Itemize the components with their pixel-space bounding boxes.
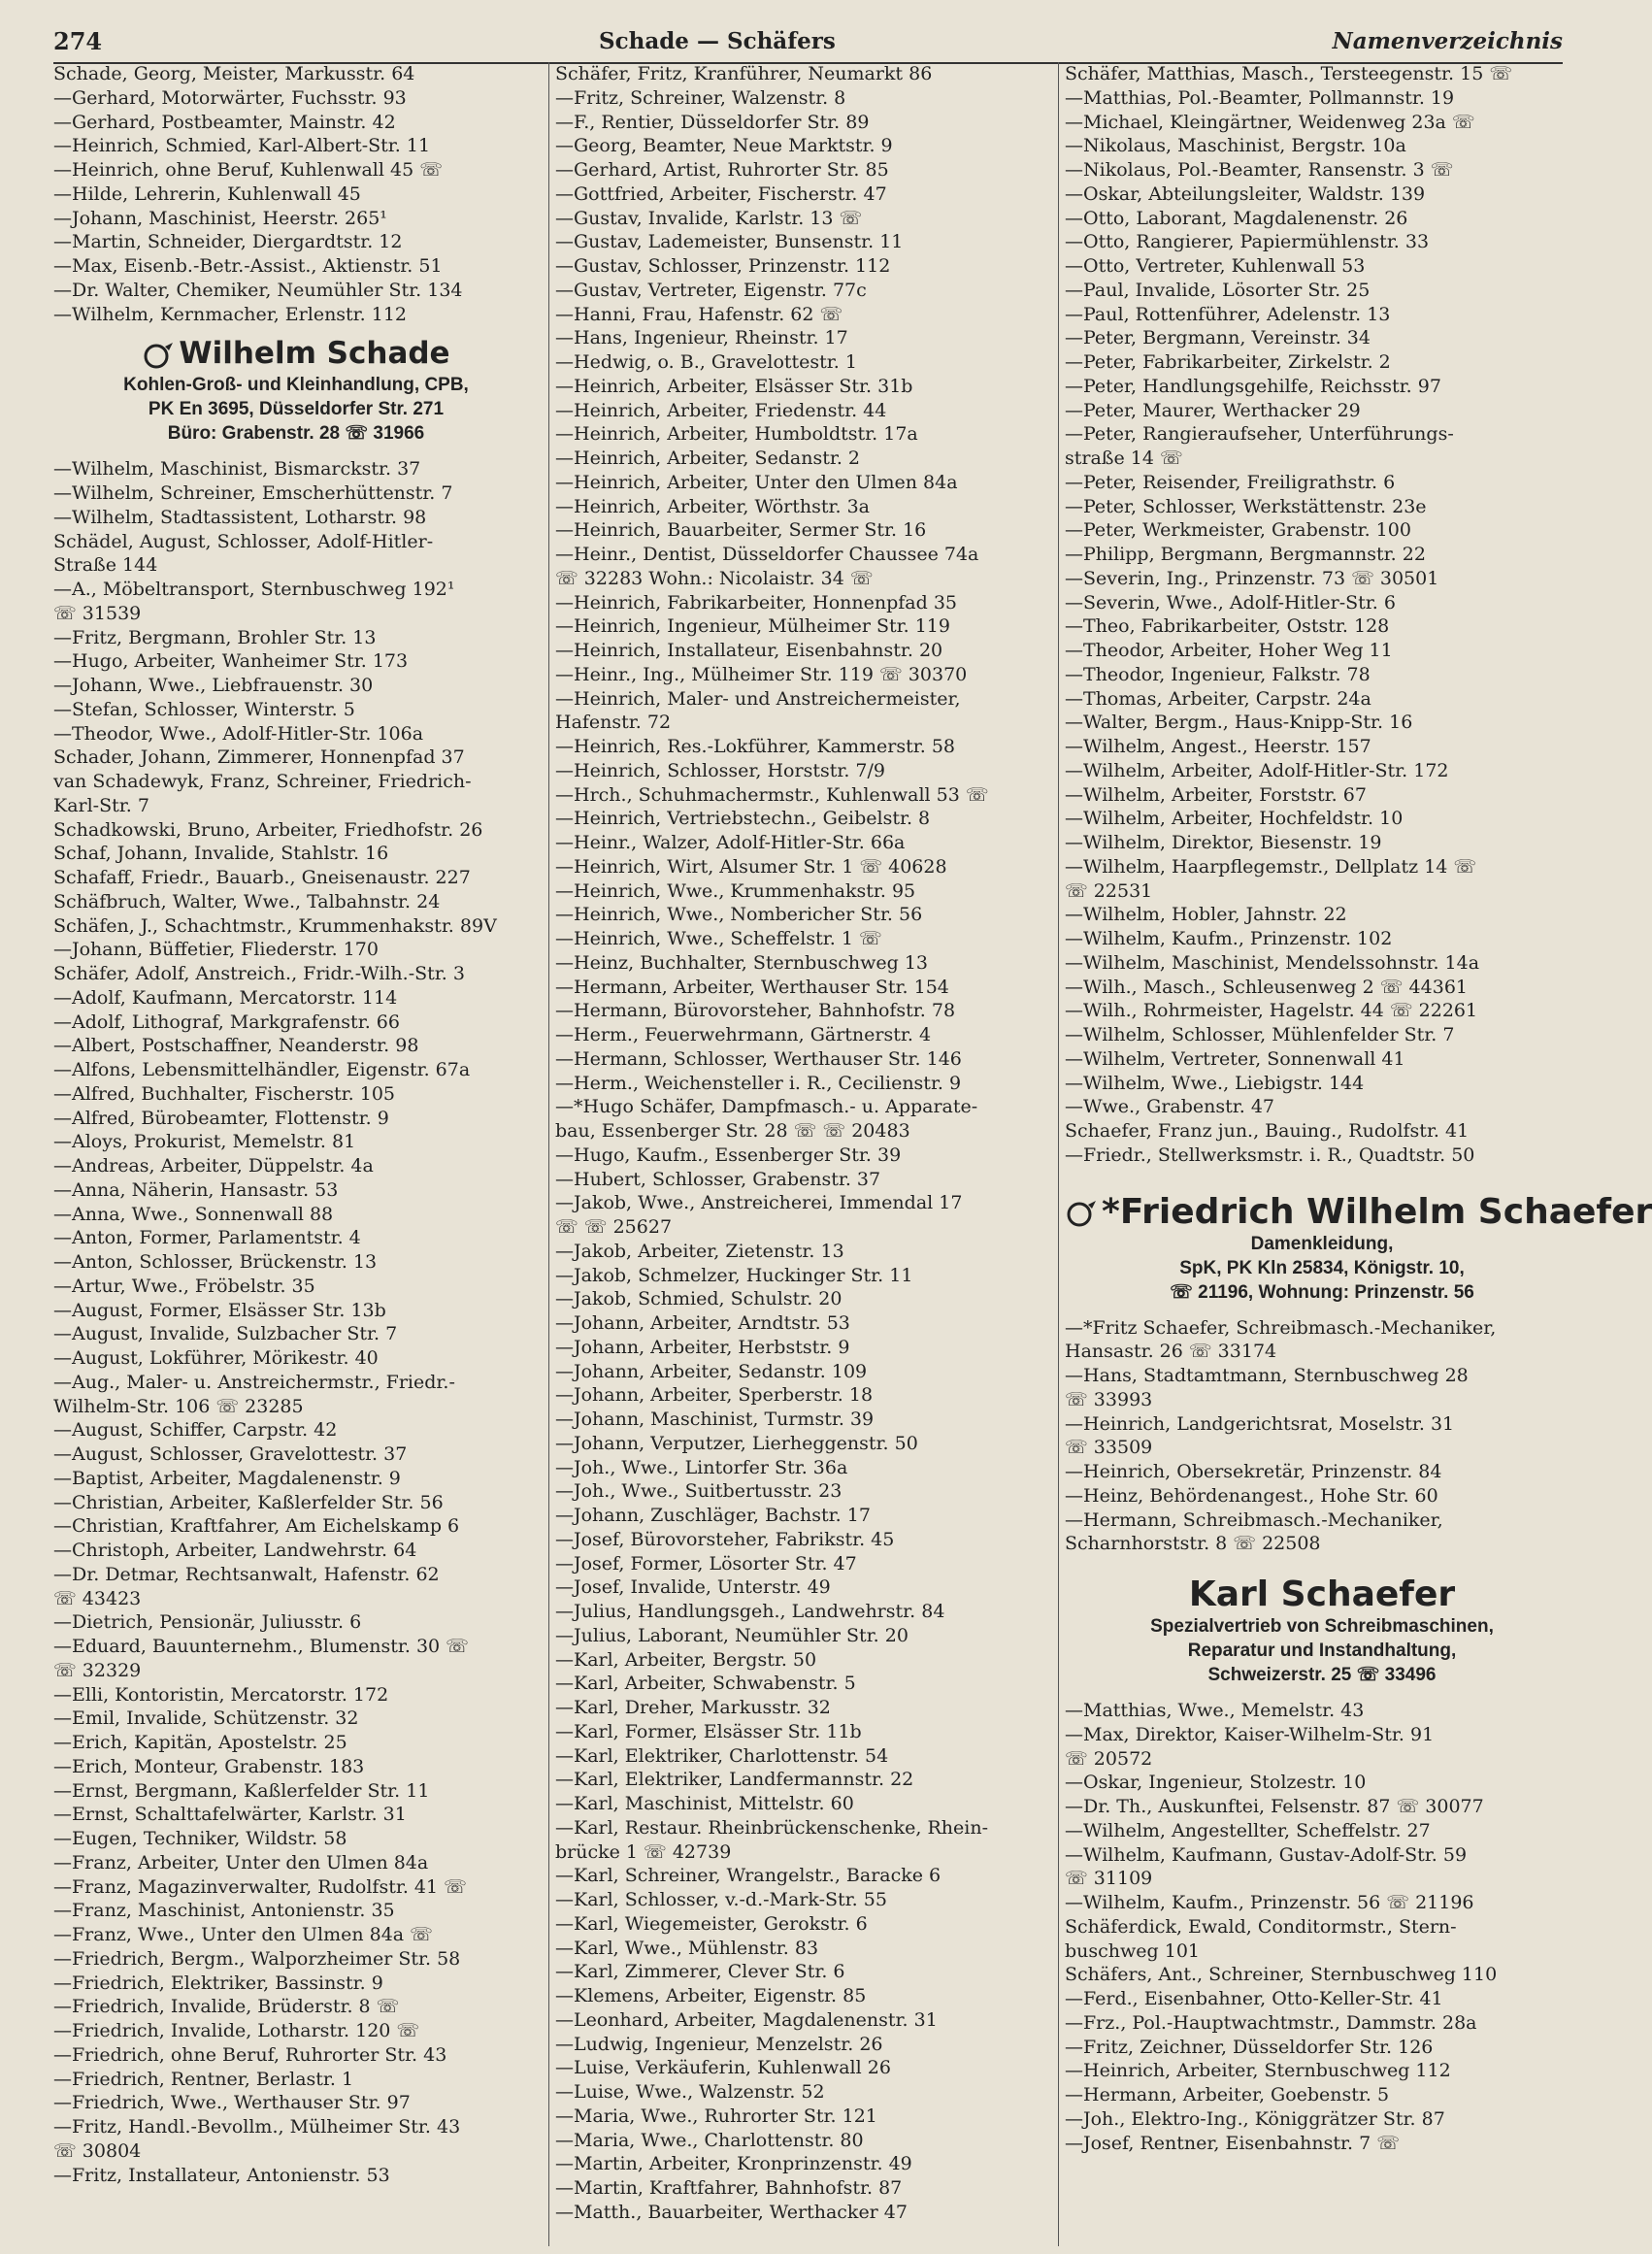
ad-line: Spezialvertrieb von Schreibmaschinen,	[1150, 1616, 1494, 1637]
directory-entry: —Ernst, Bergmann, Kaßlerfelder Str. 11	[53, 1779, 430, 1802]
directory-entry: —Heinrich, ohne Beruf, Kuhlenwall 45 ☏	[53, 159, 443, 181]
entry-list	[53, 62, 539, 326]
directory-entry: —Karl, Former, Elsässer Str. 11b	[555, 1720, 862, 1742]
directory-entry: —Johann, Arbeiter, Herbststr. 9	[555, 1336, 850, 1358]
directory-entry: —Wilh., Rohrmeister, Hagelstr. 44 ☏ 22261	[1065, 1000, 1478, 1022]
directory-entry: —Heinr., Ing., Mülheimer Str. 119 ☏ 30370	[555, 663, 968, 685]
directory-entry: Schäfbruch, Walter, Wwe., Talbahnstr. 24	[53, 890, 441, 912]
directory-entry: —Karl, Wwe., Mühlenstr. 83	[555, 1937, 819, 1959]
page-header	[53, 19, 1563, 64]
directory-entry: —Baptist, Arbeiter, Magdalenenstr. 9	[53, 1467, 401, 1489]
directory-entry: Schäfer, Adolf, Anstreich., Fridr.-Wilh.-Str. 3	[53, 963, 465, 984]
entry-list	[1065, 1699, 1579, 2155]
directory-entry: Schadkowski, Bruno, Arbeiter, Friedhofstr. 26	[53, 818, 483, 841]
directory-entry: —Wilhelm, Arbeiter, Adolf-Hitler-Str. 172	[1065, 759, 1449, 781]
directory-entry: —Josef, Rentner, Eisenbahnstr. 7 ☏	[1065, 2132, 1400, 2154]
directory-entry: —Maria, Wwe., Charlottenstr. 80	[555, 2129, 864, 2151]
directory-entry: —Fritz, Handl.-Bevollm., Mülheimer Str. 43	[53, 2116, 461, 2138]
directory-entry: —Max, Eisenb.-Betr.-Assist., Aktienstr. 51	[53, 255, 443, 277]
directory-entry: Schäferdick, Ewald, Conditormstr., Stern-	[1065, 1915, 1457, 1938]
directory-entry: —Wilhelm, Arbeiter, Forststr. 67	[1065, 783, 1367, 806]
page-number: 274	[53, 26, 103, 55]
directory-entry: —Heinrich, Arbeiter, Unter den Ulmen 84a	[555, 471, 958, 493]
directory-entry: —Friedrich, Bergm., Walporzheimer Str. 58	[53, 1947, 461, 1970]
directory-entry: —Peter, Maurer, Werthacker 29	[1065, 399, 1361, 421]
directory-entry: Schädel, August, Schlosser, Adolf-Hitler-	[53, 530, 434, 552]
ad-line: ☏ 21196, Wohnung: Prinzenstr. 56	[1170, 1281, 1474, 1303]
directory-entry: —Matthias, Wwe., Memelstr. 43	[1065, 1700, 1365, 1721]
directory-entry: —Karl, Arbeiter, Schwabenstr. 5	[555, 1673, 856, 1695]
directory-entry: —Gustav, Vertreter, Eigenstr. 77c	[555, 279, 867, 301]
directory-entry: —Heinrich, Arbeiter, Elsässer Str. 31b	[555, 375, 913, 397]
directory-entry: —Franz, Maschinist, Antonienstr. 35	[53, 1900, 395, 1922]
directory-entry: ☏ ☏ 25627	[555, 1216, 673, 1238]
directory-entry: —Hanni, Frau, Hafenstr. 62 ☏	[555, 303, 843, 325]
directory-entry: —Julius, Laborant, Neumühler Str. 20	[555, 1624, 909, 1646]
directory-entry: Schäfen, J., Schachtmstr., Krummenhakstr. 89V	[53, 914, 497, 937]
directory-entry: ☏ 32329	[53, 1659, 142, 1681]
directory-entry: —Wilhelm, Maschinist, Mendelssohnstr. 14a	[1065, 951, 1480, 974]
directory-entry: —Hermann, Bürovorsteher, Bahnhofstr. 78	[555, 1000, 956, 1022]
directory-entry: —Wilhelm, Angest., Heerstr. 157	[1065, 736, 1371, 757]
directory-entry: —Emil, Invalide, Schützenstr. 32	[53, 1707, 359, 1730]
directory-entry: —Gustav, Schlosser, Prinzenstr. 112	[555, 255, 891, 277]
directory-entry: —Heinrich, Arbeiter, Sedanstr. 2	[555, 447, 861, 469]
directory-entry: —Franz, Wwe., Unter den Ulmen 84a ☏	[53, 1924, 433, 1945]
directory-entry: —Peter, Schlosser, Werkstättenstr. 23e	[1065, 495, 1427, 517]
directory-entry: Schafaff, Friedr., Bauarb., Gneisenaustr. 227	[53, 867, 471, 888]
directory-entry: ☏ 33993	[1065, 1388, 1153, 1410]
directory-entry: —Johann, Maschinist, Heerstr. 265¹	[53, 207, 387, 229]
directory-entry: —Dr. Walter, Chemiker, Neumühler Str. 134	[53, 279, 463, 301]
directory-entry: —August, Invalide, Sulzbacher Str. 7	[53, 1323, 398, 1345]
directory-entry: straße 14 ☏	[1065, 447, 1183, 469]
name-range: Schade — Schäfers	[598, 27, 836, 54]
directory-entry: —Josef, Former, Lösorter Str. 47	[555, 1552, 857, 1574]
directory-entry: —Heinrich, Arbeiter, Sternbuschweg 112	[1065, 2060, 1451, 2082]
directory-entry: —Wilhelm, Schlosser, Mühlenfelder Str. 7	[1065, 1024, 1455, 1045]
directory-entry: —Jakob, Schmied, Schulstr. 20	[555, 1288, 843, 1310]
directory-entry: Karl-Str. 7	[53, 794, 149, 816]
directory-entry: ☏ 32283 Wohn.: Nicolaistr. 34 ☏	[555, 567, 874, 589]
directory-entry: —Karl, Schreiner, Wrangelstr., Baracke 6	[555, 1865, 942, 1887]
directory-entry: —Jakob, Schmelzer, Huckinger Str. 11	[555, 1264, 913, 1286]
directory-entry: —Friedrich, Invalide, Lotharstr. 120 ☏	[53, 2020, 420, 2041]
directory-entry: Schade, Georg, Meister, Markusstr. 64	[53, 63, 415, 84]
directory-entry: —Heinrich, Ingenieur, Mülheimer Str. 119	[555, 615, 950, 638]
directory-entry: —F., Rentier, Düsseldorfer Str. 89	[555, 111, 870, 133]
directory-entry: —Fritz, Installateur, Antonienstr. 53	[53, 2164, 390, 2186]
directory-entry: —Peter, Rangieraufseher, Unterführungs-	[1065, 423, 1454, 446]
directory-entry: —Johann, Arbeiter, Arndtstr. 53	[555, 1312, 850, 1334]
directory-entry: —Karl, Arbeiter, Bergstr. 50	[555, 1648, 817, 1671]
ad-company-name: Karl Schaefer	[1188, 1574, 1456, 1614]
directory-entry: —Matthias, Pol.-Beamter, Pollmannstr. 19	[1065, 86, 1455, 109]
directory-entry: —A., Möbeltransport, Sternbuschweg 192¹	[53, 579, 455, 600]
directory-entry: —Stefan, Schlosser, Winterstr. 5	[53, 698, 355, 720]
directory-entry: —Klemens, Arbeiter, Eigenstr. 85	[555, 1985, 867, 2006]
directory-entry: —Hermann, Arbeiter, Goebenstr. 5	[1065, 2084, 1390, 2105]
directory-entry: —Heinrich, Arbeiter, Friedenstr. 44	[555, 399, 887, 421]
directory-entry: —Wilhelm, Wwe., Liebigstr. 144	[1065, 1072, 1365, 1094]
directory-entry: —Karl, Wiegemeister, Gerokstr. 6	[555, 1912, 868, 1935]
directory-entry: Schaefer, Franz jun., Bauing., Rudolfstr. 41	[1065, 1120, 1470, 1142]
directory-entry: —August, Lokführer, Mörikestr. 40	[53, 1347, 379, 1369]
directory-entry: —Josef, Bürovorsteher, Fabrikstr. 45	[555, 1528, 895, 1550]
directory-entry: —Peter, Werkmeister, Grabenstr. 100	[1065, 519, 1411, 542]
directory-entry: —Heinrich, Wwe., Krummenhakstr. 95	[555, 879, 916, 902]
directory-entry: —Hans, Stadtamtmann, Sternbuschweg 28	[1065, 1365, 1469, 1386]
directory-entry: —Friedr., Stellwerksmstr. i. R., Quadtstr. 50	[1065, 1144, 1475, 1166]
directory-entry: —Jakob, Wwe., Anstreicherei, Immendal 17	[555, 1192, 963, 1214]
directory-entry: —Heinrich, Arbeiter, Humboldtstr. 17a	[555, 423, 918, 446]
directory-entry: —Peter, Reisender, Freiligrathstr. 6	[1065, 471, 1396, 493]
directory-entry: —Wilhelm, Arbeiter, Hochfeldstr. 10	[1065, 808, 1404, 830]
directory-entry: —Adolf, Lithograf, Markgrafenstr. 66	[53, 1011, 400, 1033]
directory-entry: —Peter, Fabrikarbeiter, Zirkelstr. 2	[1065, 351, 1391, 373]
directory-entry: ☏ 43423	[53, 1587, 142, 1609]
column-3	[1058, 62, 1652, 2246]
directory-entry: —Heinrich, Schlosser, Horststr. 7/9	[555, 759, 885, 781]
directory-entry: —Wilhelm, Kaufm., Prinzenstr. 102	[1065, 928, 1393, 949]
directory-entry: ☏ 22531	[1065, 879, 1153, 902]
directory-entry: brücke 1 ☏ 42739	[555, 1840, 732, 1863]
ad-line: Reparatur und Instandhaltung,	[1187, 1641, 1457, 1661]
directory-entry: —Alfred, Buchhalter, Fischerstr. 105	[53, 1082, 396, 1105]
directory-entry: —Wwe., Grabenstr. 47	[1065, 1096, 1275, 1118]
directory-entry: —Erich, Monteur, Grabenstr. 183	[53, 1755, 365, 1777]
directory-entry: —Matth., Bauarbeiter, Werthacker 47	[555, 2201, 908, 2223]
directory-entry: —Fritz, Zeichner, Düsseldorfer Str. 126	[1065, 2036, 1434, 2058]
directory-entry: —Otto, Vertreter, Kuhlenwall 53	[1065, 255, 1366, 277]
directory-entry: —Alfred, Bürobeamter, Flottenstr. 9	[53, 1107, 389, 1129]
directory-entry: —Philipp, Bergmann, Bergmannstr. 22	[1065, 544, 1426, 565]
directory-entry: —Christoph, Arbeiter, Landwehrstr. 64	[53, 1540, 417, 1561]
directory-entry: —Andreas, Arbeiter, Düppelstr. 4a	[53, 1155, 374, 1177]
directory-entry: —Karl, Elektriker, Charlottenstr. 54	[555, 1744, 889, 1767]
directory-entry: —Franz, Magazinverwalter, Rudolfstr. 41 ☏	[53, 1875, 467, 1898]
directory-entry: —Hermann, Schlosser, Werthauser Str. 146	[555, 1047, 962, 1070]
directory-entry: —Wilhelm, Angestellter, Scheffelstr. 27	[1065, 1819, 1431, 1841]
directory-entry: —Heinrich, Bauarbeiter, Sermer Str. 16	[555, 519, 927, 542]
directory-entry: —Julius, Handlungsgeh., Landwehrstr. 84	[555, 1601, 945, 1622]
directory-entry: Schäfer, Matthias, Masch., Tersteegenstr. 15 ☏	[1065, 63, 1513, 84]
directory-entry: Schader, Johann, Zimmerer, Honnenpfad 37	[53, 746, 465, 769]
directory-entry: —Wilhelm, Schreiner, Emscherhüttenstr. 7	[53, 482, 453, 504]
directory-entry: —Hubert, Schlosser, Grabenstr. 37	[555, 1168, 881, 1190]
directory-entry: —Otto, Rangierer, Papiermühlenstr. 33	[1065, 231, 1430, 253]
directory-entry: —Karl, Maschinist, Mittelstr. 60	[555, 1793, 854, 1814]
directory-entry: —Heinrich, Landgerichtsrat, Moselstr. 31	[1065, 1412, 1455, 1435]
directory-entry: —Heinrich, Vertriebstechn., Geibelstr. 8	[555, 808, 931, 830]
directory-entry: —Heinrich, Arbeiter, Wörthstr. 3a	[555, 495, 870, 517]
ad-line: Büro: Grabenstr. 28 ☏ 31966	[167, 423, 425, 445]
directory-entry: —Christian, Kraftfahrer, Am Eichelskamp 6	[53, 1515, 460, 1538]
directory-entry: —Gustav, Lademeister, Bunsenstr. 11	[555, 231, 904, 253]
directory-entry: —Hilde, Lehrerin, Kuhlenwall 45	[53, 182, 361, 205]
directory-entry: —Gottfried, Arbeiter, Fischerstr. 47	[555, 182, 887, 205]
column-2	[548, 62, 1060, 2246]
directory-entry: —August, Former, Elsässer Str. 13b	[53, 1299, 386, 1321]
directory-entry: —Ludwig, Ingenieur, Menzelstr. 26	[555, 2033, 883, 2055]
directory-entry: —Martin, Arbeiter, Kronprinzenstr. 49	[555, 2153, 912, 2175]
directory-entry: —Hugo, Kaufm., Essenberger Str. 39	[555, 1144, 902, 1166]
directory-entry: —Hugo, Arbeiter, Wanheimer Str. 173	[53, 650, 409, 673]
directory-entry: —Friedrich, Rentner, Berlastr. 1	[53, 2068, 354, 2090]
directory-entry: —Oskar, Ingenieur, Stolzestr. 10	[1065, 1772, 1367, 1794]
directory-entry: —Joh., Wwe., Lintorfer Str. 36a	[555, 1456, 848, 1478]
directory-entry: —Johann, Büffetier, Fliederstr. 170	[53, 939, 379, 961]
directory-entry: —Erich, Kapitän, Apostelstr. 25	[53, 1732, 347, 1753]
directory-entry: —Severin, Wwe., Adolf-Hitler-Str. 6	[1065, 591, 1396, 613]
directory-entry: ☏ 31109	[1065, 1868, 1153, 1890]
directory-entry: —Elli, Kontoristin, Mercatorstr. 172	[53, 1683, 389, 1706]
directory-entry: —Oskar, Abteilungsleiter, Waldstr. 139	[1065, 182, 1426, 205]
directory-entry: —Herm., Feuerwehrmann, Gärtnerstr. 4	[555, 1024, 932, 1045]
directory-entry: ☏ 20572	[1065, 1747, 1153, 1770]
directory-entry: —Martin, Schneider, Diergardtstr. 12	[53, 231, 403, 253]
directory-entry: van Schadewyk, Franz, Schreiner, Friedrich-	[53, 771, 472, 792]
directory-entry: —Johann, Arbeiter, Sedanstr. 109	[555, 1360, 868, 1382]
directory-entry: —Joh., Wwe., Suitbertusstr. 23	[555, 1480, 843, 1503]
directory-entry: —Johann, Maschinist, Turmstr. 39	[555, 1409, 875, 1430]
directory-entry: —Wilhelm, Vertreter, Sonnenwall 41	[1065, 1047, 1405, 1070]
directory-entry: —Gerhard, Motorwärter, Fuchsstr. 93	[53, 86, 407, 109]
directory-entry: —Heinrich, Wirt, Alsumer Str. 1 ☏ 40628	[555, 855, 947, 878]
advertisement-wilhelm-schade	[53, 326, 539, 457]
directory-entry: —Franz, Arbeiter, Unter den Ulmen 84a	[53, 1851, 429, 1873]
directory-entry: Schäfer, Fritz, Kranführer, Neumarkt 86	[555, 63, 933, 84]
directory-entry: —Nikolaus, Maschinist, Bergstr. 10a	[1065, 135, 1406, 157]
directory-entry: —Wilhelm, Direktor, Biesenstr. 19	[1065, 832, 1382, 853]
directory-entry: —Paul, Rottenführer, Adelenstr. 13	[1065, 303, 1391, 325]
directory-entry: —Heinz, Behördenangest., Hohe Str. 60	[1065, 1484, 1438, 1507]
directory-entry: —Maria, Wwe., Ruhrorter Str. 121	[555, 2105, 877, 2127]
directory-entry: ☏ 31539	[53, 602, 142, 624]
directory-entry: —Luise, Verkäuferin, Kuhlenwall 26	[555, 2057, 891, 2079]
directory-entry: —Johann, Zuschläger, Bachstr. 17	[555, 1505, 871, 1526]
directory-entry: —Heinrich, Installateur, Eisenbahnstr. 20	[555, 640, 943, 661]
directory-entry: —Hermann, Arbeiter, Werthauser Str. 154	[555, 976, 949, 998]
directory-entry: —Nikolaus, Pol.-Beamter, Ransenstr. 3 ☏	[1065, 159, 1454, 181]
directory-entry: —Max, Direktor, Kaiser-Wilhelm-Str. 91	[1065, 1723, 1435, 1745]
directory-entry: —Friedrich, Elektriker, Bassinstr. 9	[53, 1972, 383, 1994]
ad-company-name: *Friedrich Wilhelm Schaefer	[1102, 1191, 1652, 1232]
directory-entry: ☏ 33509	[1065, 1437, 1153, 1459]
entry-list	[53, 457, 539, 2187]
directory-entry: —Michael, Kleingärtner, Weidenweg 23a ☏	[1065, 111, 1475, 133]
directory-entry: —Joh., Elektro-Ing., Königgrätzer Str. 87	[1065, 2107, 1445, 2130]
directory-entry: —Wilhelm, Hobler, Jahnstr. 22	[1065, 904, 1347, 926]
directory-entry: —Heinrich, Maler- und Anstreichermeister,	[555, 687, 961, 710]
directory-entry: —Johann, Verputzer, Lierheggenstr. 50	[555, 1432, 918, 1454]
directory-entry: —Karl, Elektriker, Landfermannstr. 22	[555, 1769, 914, 1791]
ad-line: Damenkleidung,	[1250, 1233, 1394, 1254]
directory-entry: —Herm., Weichensteller i. R., Cecilienstr. 9	[555, 1072, 962, 1094]
directory-entry: —Eugen, Techniker, Wildstr. 58	[53, 1828, 347, 1849]
directory-entry: Wilhelm-Str. 106 ☏ 23285	[53, 1395, 304, 1417]
directory-entry: Scharnhorststr. 8 ☏ 22508	[1065, 1533, 1321, 1555]
directory-entry: —Friedrich, Wwe., Werthauser Str. 97	[53, 2092, 411, 2114]
directory-entry: —Wilh., Masch., Schleusenweg 2 ☏ 44361	[1065, 976, 1468, 998]
directory-entry: —Walter, Bergm., Haus-Knipp-Str. 16	[1065, 712, 1413, 734]
directory-entry: —Christian, Arbeiter, Kaßlerfelder Str. 56	[53, 1491, 444, 1513]
directory-entry: —Wilhelm, Maschinist, Bismarckstr. 37	[53, 458, 421, 481]
directory-entry: —Gerhard, Artist, Ruhrorter Str. 85	[555, 159, 889, 181]
directory-entry: —Artur, Wwe., Fröbelstr. 35	[53, 1275, 315, 1297]
directory-entry: —Friedrich, ohne Beruf, Ruhrorter Str. 43	[53, 2043, 447, 2066]
directory-entry: —Friedrich, Invalide, Brüderstr. 8 ☏	[53, 1996, 400, 2018]
entry-list	[1065, 1316, 1579, 1557]
directory-entry: —Thomas, Arbeiter, Carpstr. 24a	[1065, 687, 1371, 710]
ad-line: PK En 3695, Düsseldorfer Str. 271	[148, 399, 445, 420]
directory-entry: —Anton, Former, Parlamentstr. 4	[53, 1227, 361, 1249]
directory-entry: —Aloys, Prokurist, Memelstr. 81	[53, 1131, 356, 1153]
directory-entry: —Aug., Maler- u. Anstreichermstr., Friedr.-	[53, 1371, 455, 1393]
directory-entry: Hansastr. 26 ☏ 33174	[1065, 1341, 1277, 1363]
directory-entry: —Jakob, Arbeiter, Zietenstr. 13	[555, 1240, 844, 1262]
advertisement-friedrich-wilhelm-schaefer	[1065, 1168, 1652, 1316]
directory-entry: —August, Schiffer, Carpstr. 42	[53, 1419, 338, 1442]
directory-entry: —Heinrich, Wwe., Nombericher Str. 56	[555, 904, 923, 926]
directory-entry: —Otto, Laborant, Magdalenenstr. 26	[1065, 207, 1408, 229]
ad-line: SpK, PK Kln 25834, Königstr. 10,	[1179, 1257, 1465, 1278]
directory-entry: —Gustav, Invalide, Karlstr. 13 ☏	[555, 207, 863, 229]
directory-entry: —Wilhelm, Kernmacher, Erlenstr. 112	[53, 303, 408, 325]
directory-entry: —Anna, Näherin, Hansastr. 53	[53, 1178, 339, 1201]
directory-entry: —Paul, Invalide, Lösorter Str. 25	[1065, 279, 1371, 301]
directory-entry: —Johann, Wwe., Liebfrauenstr. 30	[53, 675, 374, 696]
directory-entry: —Hermann, Schreibmasch.-Mechaniker,	[1065, 1508, 1443, 1531]
entry-list	[1065, 62, 1579, 1168]
directory-entry: —Heinr., Dentist, Düsseldorfer Chaussee 74a	[555, 544, 979, 565]
column-1	[53, 62, 539, 2246]
section-title: Namenverzeichnis	[1332, 27, 1563, 54]
directory-entry: —Eduard, Bauunternehm., Blumenstr. 30 ☏	[53, 1636, 469, 1657]
directory-entry: —Heinz, Buchhalter, Sternbuschweg 13	[555, 951, 929, 974]
directory-entry: —Johann, Arbeiter, Sperberstr. 18	[555, 1384, 874, 1407]
flame-logo-icon	[142, 341, 175, 370]
directory-entry: Schaf, Johann, Invalide, Stahlstr. 16	[53, 843, 389, 865]
directory-entry: —Heinrich, Obersekretär, Prinzenstr. 84	[1065, 1461, 1442, 1482]
directory-entry: —Heinr., Walzer, Adolf-Hitler-Str. 66a	[555, 832, 906, 853]
directory-entry: ☏ 30804	[53, 2139, 142, 2162]
directory-entry: buschweg 101	[1065, 1939, 1201, 1962]
directory-entry: bau, Essenberger Str. 28 ☏ ☏ 20483	[555, 1120, 910, 1142]
directory-entry: —Peter, Handlungsgehilfe, Reichsstr. 97	[1065, 375, 1441, 397]
directory-entry: —Leonhard, Arbeiter, Magdalenenstr. 31	[555, 2008, 938, 2031]
directory-entry: —Albert, Postschaffner, Neanderstr. 98	[53, 1035, 419, 1057]
directory-entry: —Theo, Fabrikarbeiter, Oststr. 128	[1065, 615, 1390, 638]
directory-entry: —Theodor, Wwe., Adolf-Hitler-Str. 106a	[53, 722, 424, 745]
entry-list	[555, 62, 1060, 2225]
directory-entry: —Heinrich, Fabrikarbeiter, Honnenpfad 35	[555, 591, 958, 613]
ad-line: Schweizerstr. 25 ☏ 33496	[1207, 1665, 1437, 1685]
directory-entry: —Frz., Pol.-Hauptwachtmstr., Dammstr. 28a	[1065, 2011, 1477, 2034]
directory-entry: Hafenstr. 72	[555, 712, 672, 734]
directory-entry: —Peter, Bergmann, Vereinstr. 34	[1065, 327, 1371, 349]
directory-entry: —Karl, Restaur. Rheinbrückenschenke, Rhein-	[555, 1816, 989, 1839]
directory-entry: —Karl, Schlosser, v.-d.-Mark-Str. 55	[555, 1889, 887, 1910]
directory-entry: —August, Schlosser, Gravelottestr. 37	[53, 1443, 408, 1465]
directory-entry: —Wilhelm, Kaufm., Prinzenstr. 56 ☏ 21196	[1065, 1892, 1474, 1913]
directory-entry: —Dr. Th., Auskunftei, Felsenstr. 87 ☏ 30077	[1065, 1796, 1484, 1817]
directory-entry: —Theodor, Ingenieur, Falkstr. 78	[1065, 663, 1371, 685]
directory-entry: Straße 144	[53, 554, 158, 577]
flame-logo-icon	[1065, 1199, 1098, 1228]
directory-entry: —Heinrich, Wwe., Scheffelstr. 1 ☏	[555, 928, 882, 949]
directory-entry: —Dr. Detmar, Rechtsanwalt, Hafenstr. 62	[53, 1563, 440, 1585]
directory-entry: —Hrch., Schuhmachermstr., Kuhlenwall 53 ☏	[555, 783, 989, 806]
directory-entry: —Alfons, Lebensmittelhändler, Eigenstr. 67a	[53, 1059, 471, 1080]
directory-entry: —Wilhelm, Stadtassistent, Lotharstr. 98	[53, 506, 427, 528]
directory-entry: —Karl, Dreher, Markusstr. 32	[555, 1697, 831, 1718]
directory-entry: —*Fritz Schaefer, Schreibmasch.-Mechaniker,	[1065, 1316, 1497, 1339]
directory-entry: —Hans, Ingenieur, Rheinstr. 17	[555, 327, 848, 349]
directory-entry: —Hedwig, o. B., Gravelottestr. 1	[555, 351, 857, 373]
directory-entry: Schäfers, Ant., Schreiner, Sternbuschweg 110	[1065, 1964, 1498, 1986]
directory-entry: —Adolf, Kaufmann, Mercatorstr. 114	[53, 986, 398, 1009]
directory-entry: —Anna, Wwe., Sonnenwall 88	[53, 1203, 334, 1225]
directory-entry: —Fritz, Bergmann, Brohler Str. 13	[53, 626, 377, 648]
directory-entry: —Ferd., Eisenbahner, Otto-Keller-Str. 41	[1065, 1988, 1443, 2009]
ad-line: Kohlen-Groß- und Kleinhandlung, CPB,	[123, 375, 469, 396]
directory-entry: —Martin, Kraftfahrer, Bahnhofstr. 87	[555, 2177, 903, 2199]
directory-entry: —Severin, Ing., Prinzenstr. 73 ☏ 30501	[1065, 567, 1439, 589]
directory-entry: —Josef, Invalide, Unterstr. 49	[555, 1576, 831, 1599]
directory-entry: —Heinrich, Schmied, Karl-Albert-Str. 11	[53, 135, 431, 157]
directory-entry: —Fritz, Schreiner, Walzenstr. 8	[555, 86, 846, 109]
directory-entry: —Gerhard, Postbeamter, Mainstr. 42	[53, 111, 396, 133]
directory-entry: —Heinrich, Res.-Lokführer, Kammerstr. 58	[555, 736, 955, 757]
directory-entry: —Ernst, Schalttafelwärter, Karlstr. 31	[53, 1804, 407, 1826]
directory-entry: —Karl, Zimmerer, Clever Str. 6	[555, 1961, 845, 1983]
directory-entry: —Georg, Beamter, Neue Marktstr. 9	[555, 135, 893, 157]
directory-entry: —Wilhelm, Haarpflegemstr., Dellplatz 14 ☏	[1065, 855, 1477, 878]
advertisement-karl-schaefer	[1065, 1556, 1579, 1699]
directory-entry: —Dietrich, Pensionär, Juliusstr. 6	[53, 1611, 362, 1634]
directory-entry: —*Hugo Schäfer, Dampfmasch.- u. Apparate-	[555, 1096, 978, 1118]
directory-entry: —Luise, Wwe., Walzenstr. 52	[555, 2081, 825, 2103]
directory-entry: —Wilhelm, Kaufmann, Gustav-Adolf-Str. 59	[1065, 1843, 1468, 1866]
ad-company-name: Wilhelm Schade	[179, 336, 450, 372]
directory-entry: —Anton, Schlosser, Brückenstr. 13	[53, 1251, 378, 1273]
directory-entry: —Theodor, Arbeiter, Hoher Weg 11	[1065, 640, 1393, 661]
